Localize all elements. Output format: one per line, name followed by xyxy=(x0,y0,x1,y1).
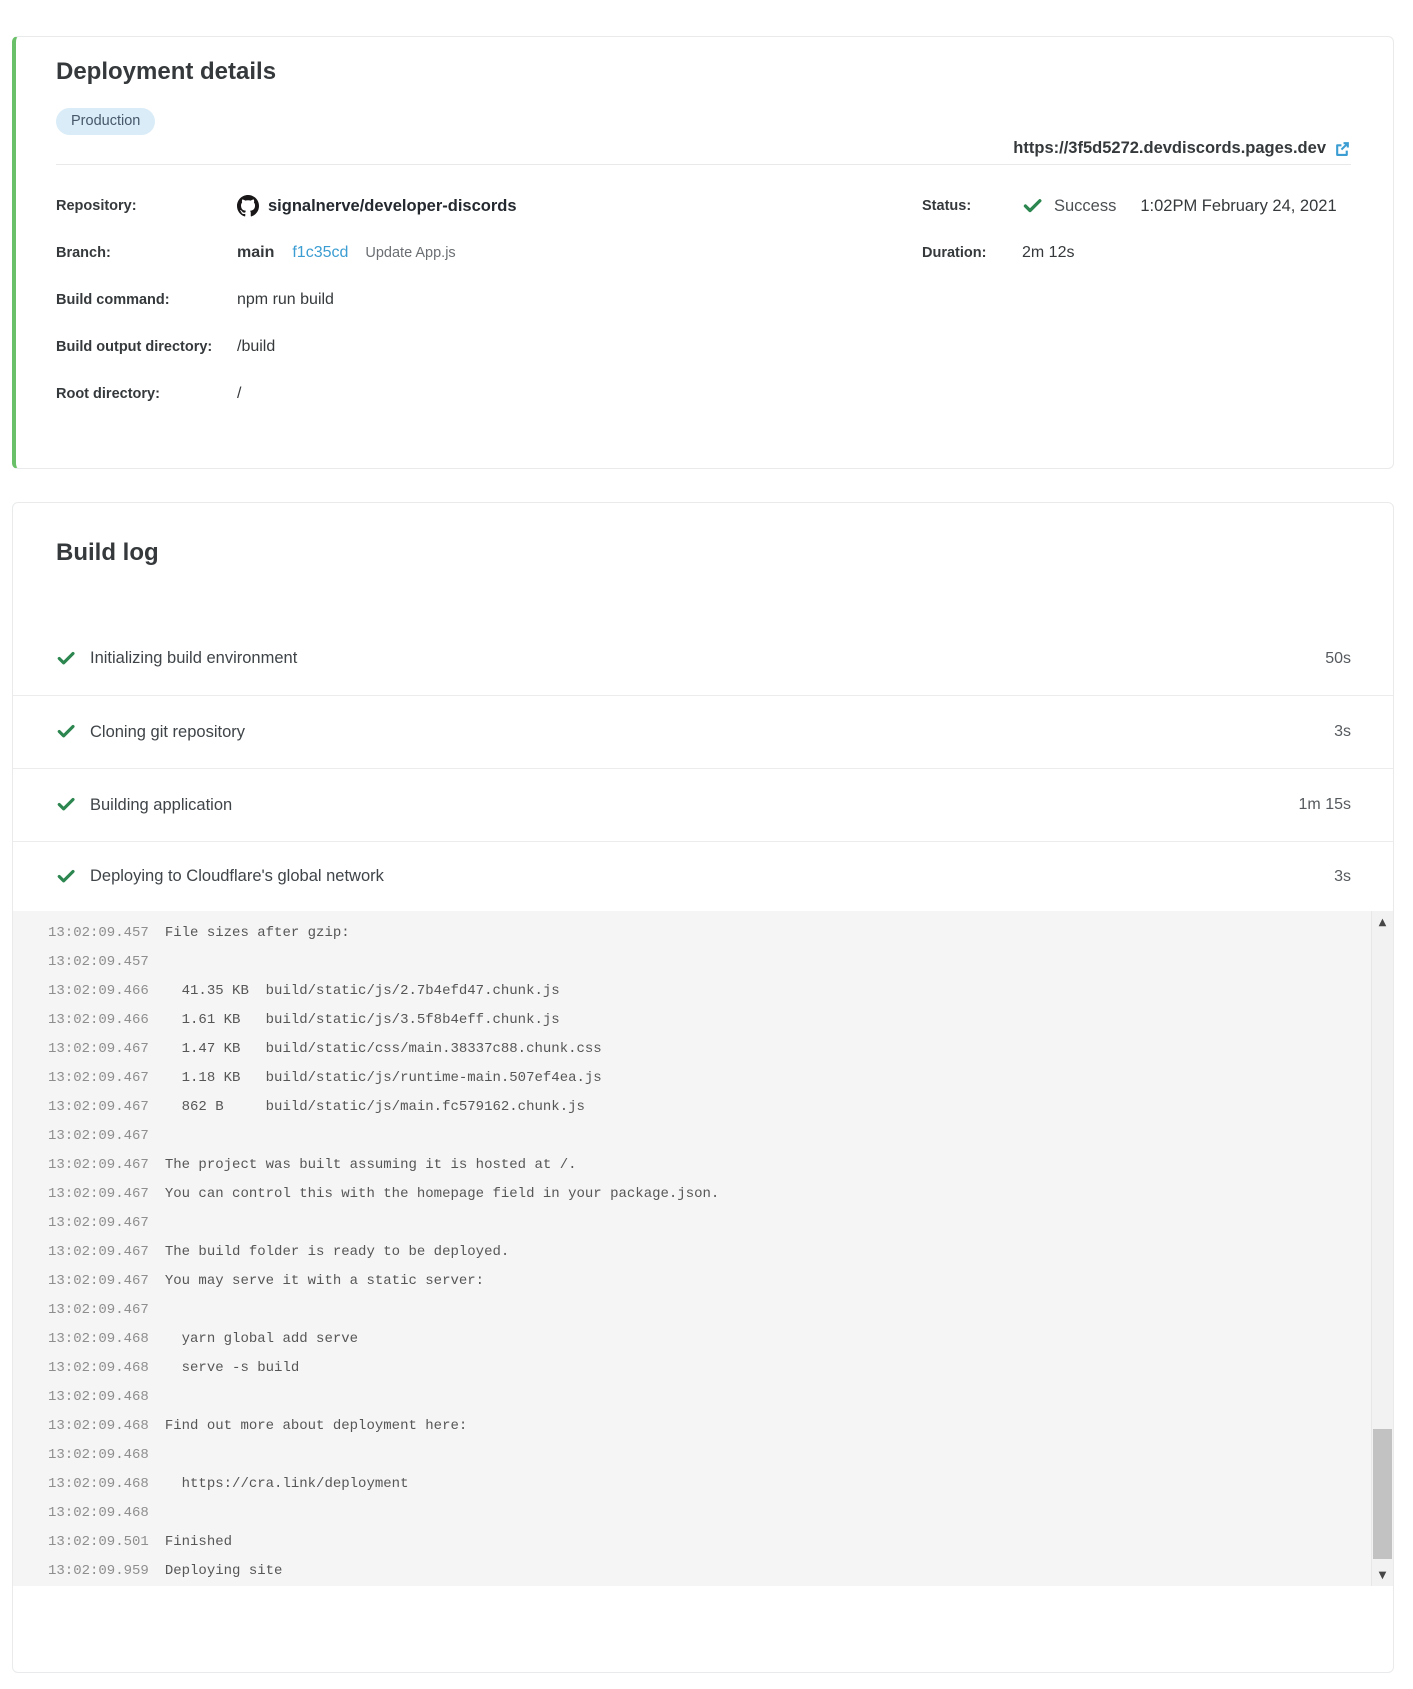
log-message: serve -s build xyxy=(164,1360,300,1376)
log-line xyxy=(48,1354,1363,1383)
stage-row-deploying[interactable] xyxy=(13,841,1393,911)
log-line xyxy=(48,1528,1363,1557)
repository-label: Repository: xyxy=(56,198,137,214)
log-line xyxy=(48,977,1363,1006)
log-line xyxy=(48,1180,1363,1209)
log-timestamp: 13:02:09.467 xyxy=(48,1041,149,1057)
build-output-directory-value: /build xyxy=(237,338,276,355)
log-scrollbar[interactable] xyxy=(1371,911,1393,1586)
log-message: The project was built assuming it is hosted at /. xyxy=(164,1157,577,1173)
build-output-directory-row xyxy=(56,334,1351,360)
log-message: yarn global add serve xyxy=(164,1331,359,1347)
stage-duration: 3s xyxy=(1334,867,1351,885)
log-timestamp: 13:02:09.959 xyxy=(48,1563,149,1579)
log-timestamp: 13:02:09.468 xyxy=(48,1505,149,1521)
log-message: 862 B build/static/js/main.fc579162.chunk.js xyxy=(164,1099,585,1115)
deployment-url-link[interactable] xyxy=(1013,139,1351,158)
build-command-label: Build command: xyxy=(56,292,170,308)
log-line xyxy=(48,1412,1363,1441)
duration-label: Duration: xyxy=(922,245,987,261)
log-line xyxy=(48,1557,1363,1586)
log-line xyxy=(48,1325,1363,1354)
log-message: You can control this with the homepage field in your package.json. xyxy=(164,1186,720,1202)
log-line xyxy=(48,1296,1363,1325)
log-line xyxy=(48,1209,1363,1238)
log-timestamp: 13:02:09.468 xyxy=(48,1418,149,1434)
build-log-output[interactable] xyxy=(13,911,1393,1586)
stage-duration: 50s xyxy=(1325,649,1351,667)
deployment-details-card xyxy=(12,36,1394,469)
root-directory-label: Root directory: xyxy=(56,386,160,402)
build-command-row xyxy=(56,287,1351,313)
check-icon xyxy=(1022,196,1043,217)
scroll-up-icon[interactable]: ▲ xyxy=(1378,916,1387,928)
status-timestamp: 1:02PM February 24, 2021 xyxy=(1140,196,1337,215)
log-timestamp: 13:02:09.467 xyxy=(48,1215,149,1231)
log-timestamp: 13:02:09.466 xyxy=(48,983,149,999)
commit-link[interactable]: f1c35cd xyxy=(292,244,349,261)
build-command-value: npm run build xyxy=(237,291,334,308)
scroll-down-icon[interactable]: ▼ xyxy=(1378,1569,1387,1581)
stage-duration: 3s xyxy=(1334,723,1351,740)
log-timestamp: 13:02:09.467 xyxy=(48,1302,149,1318)
log-line xyxy=(48,1499,1363,1528)
log-line xyxy=(48,1441,1363,1470)
log-line xyxy=(48,1064,1363,1093)
log-message: 1.61 KB build/static/js/3.5f8b4eff.chunk.js xyxy=(164,1012,560,1028)
log-message: Find out more about deployment here: xyxy=(164,1418,468,1434)
log-timestamp: 13:02:09.468 xyxy=(48,1476,149,1492)
repository-link[interactable]: signalnerve/developer-discords xyxy=(268,196,517,215)
log-timestamp: 13:02:09.468 xyxy=(48,1447,149,1463)
log-message: Finished xyxy=(164,1534,233,1550)
log-timestamp: 13:02:09.457 xyxy=(48,925,149,941)
log-timestamp: 13:02:09.457 xyxy=(48,954,149,970)
stage-row-building[interactable] xyxy=(13,768,1393,841)
log-timestamp: 13:02:09.468 xyxy=(48,1360,149,1376)
external-link-icon[interactable] xyxy=(1334,140,1351,157)
log-message: You may serve it with a static server: xyxy=(164,1273,485,1289)
commit-message: Update App.js xyxy=(365,245,456,261)
deployment-url-text: https://3f5d5272.devdiscords.pages.dev xyxy=(1013,139,1326,157)
github-icon xyxy=(237,195,259,217)
branch-name: main xyxy=(237,244,275,261)
log-line xyxy=(48,1238,1363,1267)
check-icon xyxy=(56,649,76,669)
log-timestamp: 13:02:09.467 xyxy=(48,1157,149,1173)
root-directory-value: / xyxy=(237,385,242,402)
stage-label: Deploying to Cloudflare's global network xyxy=(90,867,384,885)
log-timestamp: 13:02:09.467 xyxy=(48,1244,149,1260)
log-message: 1.47 KB build/static/css/main.38337c88.chunk.css xyxy=(164,1041,602,1057)
stage-label: Cloning git repository xyxy=(90,722,245,741)
stage-row-initializing[interactable] xyxy=(13,622,1393,695)
log-line xyxy=(48,1122,1363,1151)
duration-value: 2m 12s xyxy=(1022,244,1075,261)
log-line xyxy=(48,948,1363,977)
check-icon xyxy=(56,795,76,815)
deployment-details-grid xyxy=(56,193,1351,407)
divider xyxy=(56,164,1351,165)
build-log-title: Build log xyxy=(56,539,159,566)
log-timestamp: 13:02:09.467 xyxy=(48,1070,149,1086)
build-log-card xyxy=(12,502,1394,1673)
log-line xyxy=(48,1383,1363,1412)
log-timestamp: 13:02:09.467 xyxy=(48,1186,149,1202)
status-label: Status: xyxy=(922,198,972,214)
log-line xyxy=(48,1470,1363,1499)
check-icon xyxy=(56,722,76,742)
root-directory-row xyxy=(56,381,1351,407)
build-stages-list xyxy=(13,622,1393,911)
log-timestamp: 13:02:09.501 xyxy=(48,1534,149,1550)
log-message: https://cra.link/deployment xyxy=(164,1476,409,1492)
duration-row xyxy=(922,240,1337,266)
log-line xyxy=(48,1035,1363,1064)
check-icon xyxy=(56,867,76,887)
stage-label: Initializing build environment xyxy=(90,649,298,667)
stage-duration: 1m 15s xyxy=(1298,796,1351,813)
log-timestamp: 13:02:09.468 xyxy=(48,1331,149,1347)
log-line xyxy=(48,1093,1363,1122)
log-line xyxy=(48,919,1363,948)
branch-label: Branch: xyxy=(56,245,111,261)
log-message: The build folder is ready to be deployed. xyxy=(164,1244,510,1260)
log-timestamp: 13:02:09.468 xyxy=(48,1389,149,1405)
stage-row-cloning[interactable] xyxy=(13,695,1393,768)
stage-label: Building application xyxy=(90,795,233,814)
log-message: File sizes after gzip: xyxy=(164,925,350,941)
log-message: 1.18 KB build/static/js/runtime-main.507ef4ea.js xyxy=(164,1070,602,1086)
log-line xyxy=(48,1006,1363,1035)
status-value: Success xyxy=(1054,196,1117,215)
log-timestamp: 13:02:09.467 xyxy=(48,1099,149,1115)
log-line xyxy=(48,1151,1363,1180)
log-message: Deploying site xyxy=(164,1563,283,1579)
log-timestamp: 13:02:09.467 xyxy=(48,1128,149,1144)
deployment-details-title: Deployment details xyxy=(56,58,277,85)
status-row xyxy=(922,193,1337,219)
scrollbar-thumb[interactable] xyxy=(1373,1429,1392,1559)
environment-badge: Production xyxy=(56,108,155,135)
log-timestamp: 13:02:09.467 xyxy=(48,1273,149,1289)
log-message: 41.35 KB build/static/js/2.7b4efd47.chunk.js xyxy=(164,983,560,999)
build-output-directory-label: Build output directory: xyxy=(56,339,213,355)
log-line xyxy=(48,1267,1363,1296)
log-timestamp: 13:02:09.466 xyxy=(48,1012,149,1028)
